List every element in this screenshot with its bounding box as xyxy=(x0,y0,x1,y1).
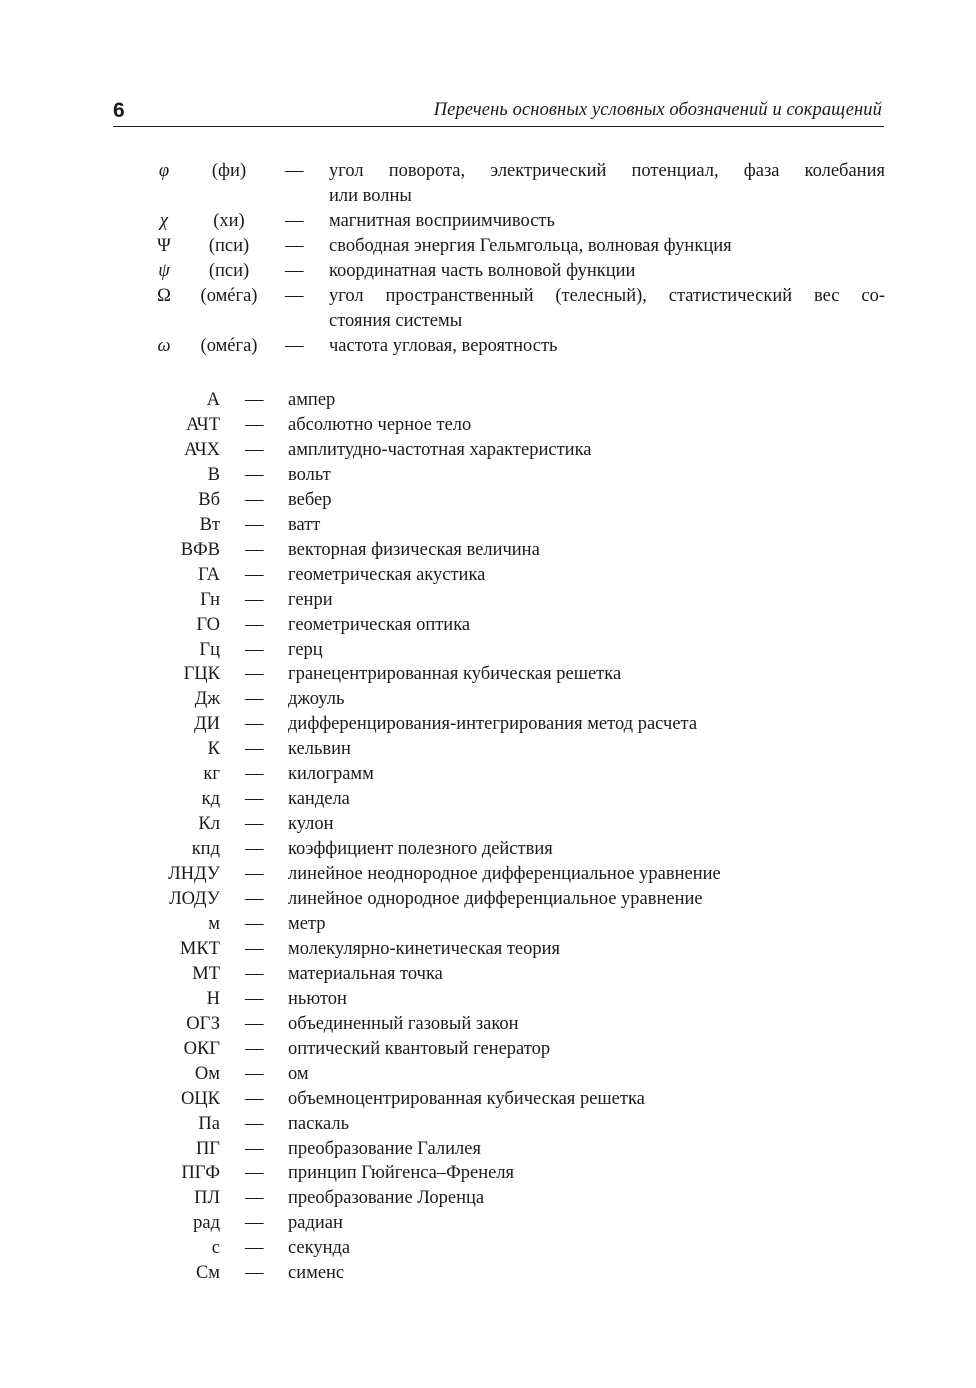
dash-separator: — xyxy=(245,689,264,710)
description-line: магнитная восприимчивость xyxy=(329,211,555,231)
abbreviation-description: вольт xyxy=(288,464,331,485)
abbreviation-code: АЧТ xyxy=(186,414,220,435)
abbreviation-entry xyxy=(0,538,976,563)
dash-separator: — xyxy=(245,913,264,934)
abbreviation-entry xyxy=(0,1186,976,1211)
abbreviation-code: ОЦК xyxy=(180,1088,220,1109)
abbreviation-code: с xyxy=(211,1238,220,1259)
abbreviation-entry xyxy=(0,513,976,538)
dash-separator: — xyxy=(245,439,264,460)
abbreviation-entry xyxy=(0,1261,976,1286)
abbreviation-description: метр xyxy=(288,913,326,934)
dash-separator: — xyxy=(245,1263,264,1284)
abbreviation-code: МКТ xyxy=(179,938,220,959)
description-line: координатная часть волновой функции xyxy=(329,261,636,281)
abbreviation-description: молекулярно-кинетическая теория xyxy=(288,938,561,959)
abbreviation-entry xyxy=(0,837,976,862)
abbreviation-code: ГЦК xyxy=(183,664,220,685)
dash-separator: — xyxy=(285,236,304,256)
abbreviation-code: кд xyxy=(201,789,220,810)
abbreviation-entry xyxy=(0,1161,976,1186)
abbreviation-code: ДИ xyxy=(194,714,220,735)
greek-name: (омéга) xyxy=(200,286,258,306)
abbreviation-description: дифференцирования-интегрирования метод расчета xyxy=(288,714,698,735)
greek-symbol: χ xyxy=(159,211,169,231)
abbreviation-code: ОГЗ xyxy=(186,1013,220,1034)
greek-name: (пси) xyxy=(208,261,250,281)
abbreviation-entry xyxy=(0,1137,976,1162)
greek-description xyxy=(329,259,885,284)
dash-separator: — xyxy=(245,639,264,660)
dash-separator: — xyxy=(245,889,264,909)
abbreviation-entry xyxy=(0,962,976,987)
abbreviation-entry xyxy=(0,1211,976,1236)
abbreviation-entry xyxy=(0,463,976,488)
abbreviation-entry xyxy=(0,1037,976,1062)
dash-separator: — xyxy=(245,1213,264,1234)
greek-symbol: φ xyxy=(158,161,170,181)
abbreviation-code: См xyxy=(195,1263,220,1284)
abbreviation-entry xyxy=(0,762,976,787)
dash-separator: — xyxy=(245,1188,264,1209)
abbreviation-description: паскаль xyxy=(288,1113,350,1134)
abbreviation-description: ампер xyxy=(288,390,336,410)
dash-separator: — xyxy=(245,564,264,585)
page-header xyxy=(113,96,884,127)
dash-separator: — xyxy=(245,614,264,635)
abbreviation-description: джоуль xyxy=(288,689,345,710)
description-line: частота угловая, вероятность xyxy=(329,336,558,356)
abbreviation-entry xyxy=(0,413,976,438)
greek-description xyxy=(329,334,885,359)
greek-symbol: Ψ xyxy=(157,236,171,256)
abbreviation-entry xyxy=(0,937,976,962)
abbreviation-description: герц xyxy=(288,639,323,660)
abbreviation-description: материальная точка xyxy=(288,963,443,984)
greek-symbol: Ω xyxy=(157,286,171,306)
abbreviation-code: ПГ xyxy=(195,1138,220,1159)
dash-separator: — xyxy=(285,286,304,306)
abbreviation-description: килограмм xyxy=(288,764,374,785)
dash-separator: — xyxy=(245,789,264,810)
abbreviation-code: ЛНДУ xyxy=(168,864,220,885)
abbreviation-entry xyxy=(0,388,976,413)
greek-description xyxy=(329,159,885,209)
abbreviation-code: Гц xyxy=(199,639,220,660)
greek-symbol: ψ xyxy=(158,261,170,281)
abbreviation-description: кулон xyxy=(288,814,334,835)
dash-separator: — xyxy=(285,261,304,281)
abbreviation-entry xyxy=(0,1112,976,1137)
abbreviation-entry xyxy=(0,662,976,687)
abbreviation-code: Вб xyxy=(198,489,220,510)
description-line: угол пространственный (телесный), статистический вес со- xyxy=(329,286,885,306)
abbreviation-description: линейное однородное дифференциальное уравнение xyxy=(288,889,703,909)
abbreviation-description: кельвин xyxy=(288,739,351,760)
dash-separator: — xyxy=(245,1138,264,1159)
abbreviation-description: линейное неоднородное дифференциальное уравнение xyxy=(288,864,721,885)
description-line: угол поворота, электрический потенциал, фаза колебания xyxy=(329,161,885,181)
abbreviation-code: Н xyxy=(206,988,220,1009)
dash-separator: — xyxy=(245,714,264,735)
abbreviation-code: кг xyxy=(203,764,220,785)
greek-name: (фи) xyxy=(211,161,247,181)
greek-description xyxy=(329,284,885,334)
abbreviation-entry xyxy=(0,563,976,588)
abbreviation-entry xyxy=(0,687,976,712)
page-number: 6 xyxy=(113,99,125,122)
greek-symbol: ω xyxy=(157,336,171,356)
abbreviation-description: геометрическая акустика xyxy=(288,564,486,585)
abbreviation-description: объединенный газовый закон xyxy=(288,1013,519,1034)
abbreviation-code: АЧХ xyxy=(184,439,220,460)
abbreviation-entry xyxy=(0,862,976,887)
abbreviation-entry xyxy=(0,737,976,762)
abbreviation-description: сименс xyxy=(288,1263,345,1284)
dash-separator: — xyxy=(245,963,264,984)
abbreviation-description: радиан xyxy=(288,1213,343,1234)
abbreviation-code: ГО xyxy=(196,614,220,635)
dash-separator: — xyxy=(245,414,264,435)
dash-separator: — xyxy=(245,864,264,885)
dash-separator: — xyxy=(245,839,264,860)
greek-description xyxy=(329,209,885,234)
abbreviation-code: ЛОДУ xyxy=(169,889,220,909)
abbreviation-description: генри xyxy=(288,589,333,610)
abbreviation-code: Па xyxy=(198,1113,220,1134)
dash-separator: — xyxy=(245,739,264,760)
dash-separator: — xyxy=(245,938,264,959)
abbreviation-code: кпд xyxy=(191,839,220,860)
abbreviation-description: векторная физическая величина xyxy=(288,539,540,560)
abbreviation-description: гранецентрированная кубическая решетка xyxy=(288,664,622,685)
abbreviation-code: Ом xyxy=(194,1063,220,1084)
abbreviation-code: Гн xyxy=(200,589,220,610)
abbreviation-code: Кл xyxy=(198,814,220,835)
running-title: Перечень основных условных обозначений и сокращений xyxy=(433,100,882,120)
abbreviation-description: абсолютно черное тело xyxy=(288,414,472,435)
abbreviation-code: ПЛ xyxy=(194,1188,220,1209)
abbreviation-entry xyxy=(0,488,976,513)
abbreviation-code: ОКГ xyxy=(183,1038,220,1059)
abbreviation-code: К xyxy=(207,739,220,760)
abbreviation-entry xyxy=(0,613,976,638)
abbreviation-entry xyxy=(0,887,976,912)
abbreviation-description: вебер xyxy=(288,489,332,510)
dash-separator: — xyxy=(245,988,264,1009)
abbreviation-description: ньютон xyxy=(288,988,347,1009)
abbreviation-description: принцип Гюйгенса–Френеля xyxy=(288,1163,515,1184)
abbreviation-entry xyxy=(0,638,976,663)
dash-separator: — xyxy=(245,1013,264,1034)
dash-separator: — xyxy=(245,539,264,560)
abbreviation-code: В xyxy=(207,464,220,485)
abbreviation-description: преобразование Галилея xyxy=(288,1138,481,1159)
abbreviation-description: ватт xyxy=(288,514,321,535)
abbreviation-description: кандела xyxy=(288,789,350,810)
abbreviation-description: геометрическая оптика xyxy=(288,614,471,635)
abbreviation-entry xyxy=(0,588,976,613)
abbreviation-entry xyxy=(0,1062,976,1087)
greek-name: (пси) xyxy=(208,236,250,256)
greek-description xyxy=(329,234,885,259)
abbreviation-entry xyxy=(0,812,976,837)
description-line: или волны xyxy=(329,186,412,206)
dash-separator: — xyxy=(285,336,304,356)
abbreviation-description: коэффициент полезного действия xyxy=(288,839,553,860)
abbreviation-entry xyxy=(0,1012,976,1037)
abbreviation-entry xyxy=(0,438,976,463)
greek-name: (хи) xyxy=(213,211,245,231)
dash-separator: — xyxy=(245,1038,264,1059)
abbreviation-description: амплитудно-частотная характеристика xyxy=(288,439,592,460)
abbreviation-code: ГА xyxy=(197,564,220,585)
abbreviation-code: А xyxy=(206,390,220,410)
abbreviation-description: объемноцентрированная кубическая решетка xyxy=(288,1088,645,1109)
dash-separator: — xyxy=(245,514,264,535)
greek-name: (омéга) xyxy=(200,336,258,356)
dash-separator: — xyxy=(245,1063,264,1084)
abbreviation-description: преобразование Лоренца xyxy=(288,1188,485,1209)
dash-separator: — xyxy=(285,211,304,231)
abbreviation-description: ом xyxy=(288,1063,309,1084)
abbreviation-code: МТ xyxy=(192,963,220,984)
abbreviation-code: м xyxy=(208,913,220,934)
abbreviation-code: ВФВ xyxy=(180,539,220,560)
dash-separator: — xyxy=(245,1163,264,1184)
abbreviation-description: секунда xyxy=(288,1238,351,1259)
abbreviation-entry xyxy=(0,1087,976,1112)
abbreviation-code: Дж xyxy=(194,689,220,710)
description-line: стояния системы xyxy=(329,311,463,331)
abbreviation-entry xyxy=(0,787,976,812)
description-line: свободная энергия Гельмгольца, волновая функция xyxy=(329,236,732,256)
abbreviation-description: оптический квантовый генератор xyxy=(288,1038,551,1059)
abbreviation-entry xyxy=(0,912,976,937)
dash-separator: — xyxy=(245,814,264,835)
dash-separator: — xyxy=(245,764,264,785)
dash-separator: — xyxy=(245,1238,264,1259)
abbreviation-entry xyxy=(0,987,976,1012)
dash-separator: — xyxy=(245,489,264,510)
dash-separator: — xyxy=(245,664,264,685)
dash-separator: — xyxy=(245,390,264,410)
dash-separator: — xyxy=(245,464,264,485)
abbreviation-code: Вт xyxy=(199,514,220,535)
abbreviation-code: ПГФ xyxy=(181,1163,220,1184)
abbreviation-entry xyxy=(0,712,976,737)
dash-separator: — xyxy=(245,1113,264,1134)
dash-separator: — xyxy=(245,1088,264,1109)
dash-separator: — xyxy=(245,589,264,610)
dash-separator: — xyxy=(285,161,304,181)
abbreviation-code: рад xyxy=(193,1213,220,1234)
abbreviation-entry xyxy=(0,1236,976,1261)
